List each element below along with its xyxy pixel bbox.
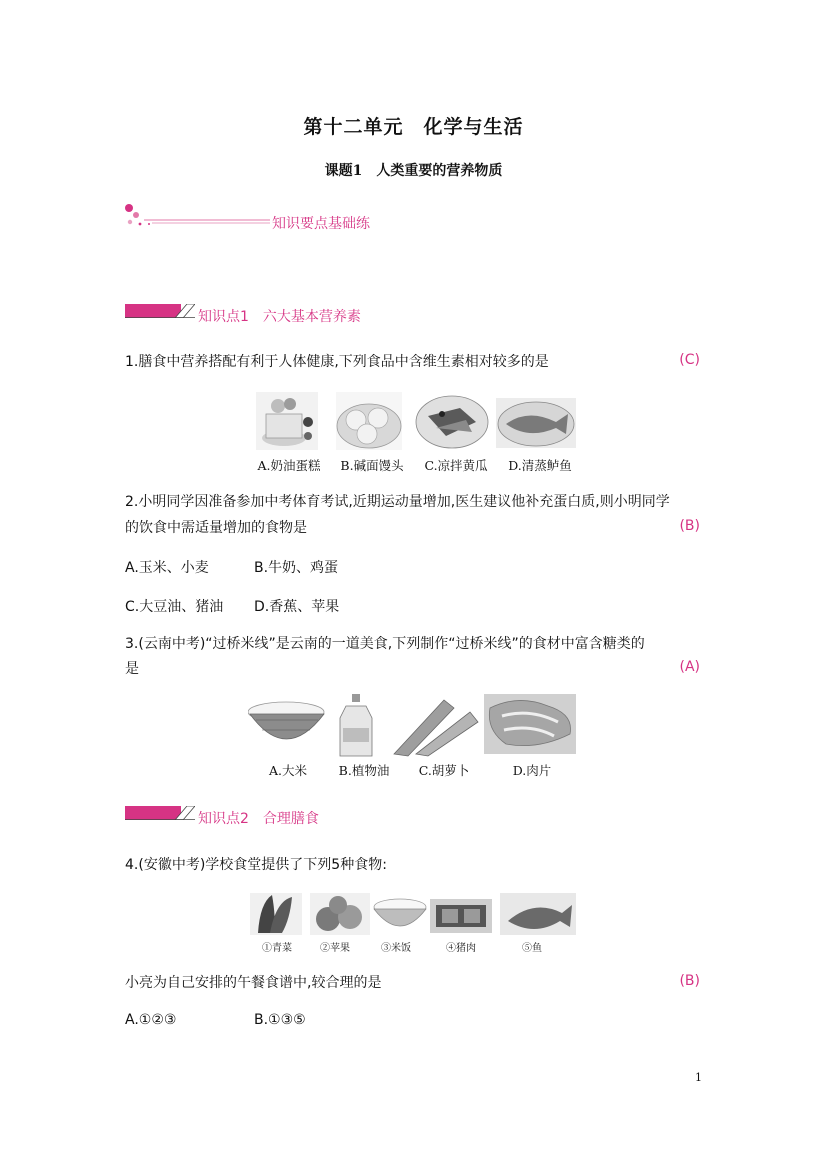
q3-text-line2: 是 [125,661,139,677]
q4-option-a: A.①②③ [125,1012,177,1028]
q4-text-line1: 4.(安徽中考)学校食堂提供了下列5种食物: [125,857,387,873]
q2-option-b: B.牛奶、鸡蛋 [254,560,339,576]
q3-caption-b: B.植物油 [338,763,390,778]
q3-answer: (A) [679,659,700,675]
q2-text-line2: 的饮食中需适量增加的食物是 [125,520,307,536]
q1-caption-b: B.碱面馒头 [340,458,404,473]
banner-decoration [124,202,274,230]
q2-text-line1: 2.小明同学因准备参加中考体育考试,近期运动量增加,医生建议他补充蛋白质,则小明同学 [125,494,670,510]
q3-caption-a: A.大米 [268,763,307,778]
q1-caption-d: D.清蒸鲈鱼 [508,458,572,473]
kp2-heading: 知识点2 合理膳食 [198,811,319,827]
q3-text-line1: 3.(云南中考)“过桥米线”是云南的一道美食,下列制作“过桥米线”的食材中富含糖类的 [125,636,645,652]
q2-option-c: C.大豆油、猪油 [125,599,224,615]
q1-text: 1.膳食中营养搭配有利于人体健康,下列食品中含维生素相对较多的是 [125,354,549,370]
kp1-bar [125,304,195,318]
q4-caption-1: ①青菜 [262,943,292,954]
q4-answer: (B) [679,973,700,989]
kp2-bar [125,806,195,820]
q4-text-line2: 小亮为自己安排的午餐食谱中,较合理的是 [125,975,382,991]
q4-images [250,893,576,937]
q1-caption-c: C.凉拌黄瓜 [424,458,488,473]
q2-answer: (B) [679,518,700,534]
q2-option-a: A.玉米、小麦 [125,560,209,576]
q4-caption-5: ⑤鱼 [522,943,542,954]
q1-answer: (C) [679,352,700,368]
q2-option-d: D.香蕉、苹果 [254,599,340,615]
q1-caption-a: A.奶油蛋糕 [257,458,321,473]
q4-caption-4: ④猪肉 [446,943,476,954]
q4-option-b: B.①③⑤ [254,1012,306,1028]
section-banner: 知识要点基础练 [272,216,370,232]
q1-images [256,392,576,452]
q4-caption-2: ②苹果 [320,943,350,954]
unit-title: 第十二单元 化学与生活 [303,116,524,138]
q3-caption-c: C.胡萝卜 [418,763,470,778]
kp1-heading: 知识点1 六大基本营养素 [198,309,361,325]
page-number: 1 [695,1071,702,1084]
lesson-title: 课题1 人类重要的营养物质 [324,163,503,179]
q3-caption-d: D.肉片 [512,763,552,778]
q3-images [248,694,576,758]
q4-caption-3: ③米饭 [381,943,411,954]
